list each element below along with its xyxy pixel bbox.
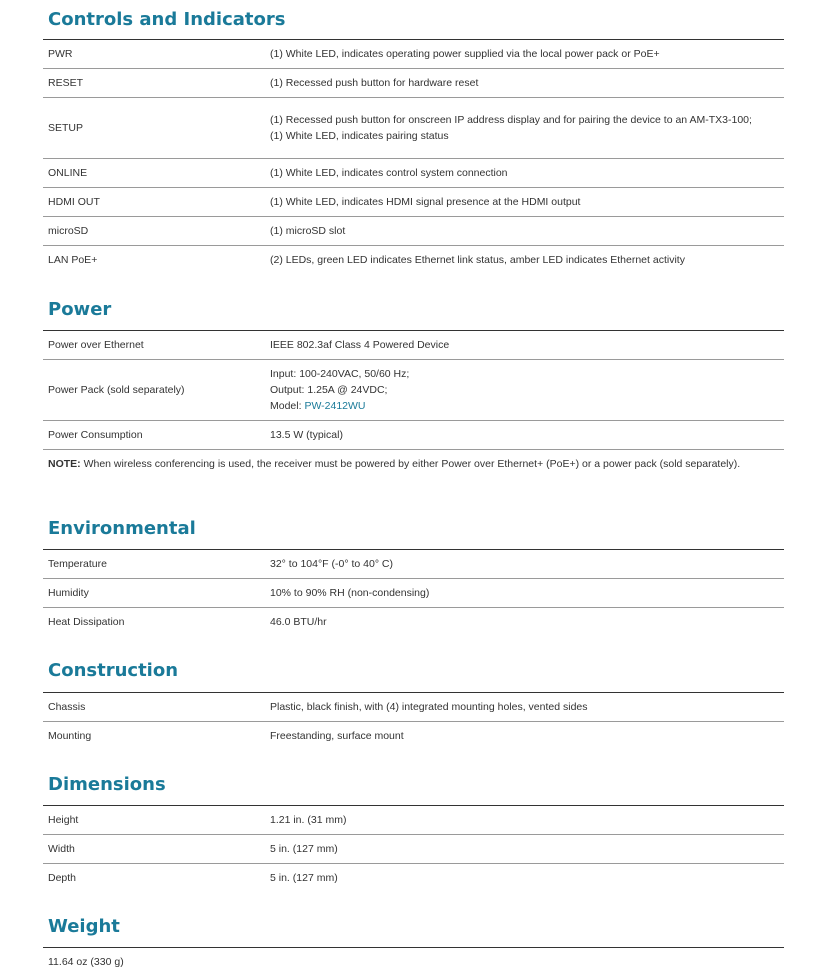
controls-table: [43, 39, 784, 275]
value-line: (1) Recessed push button for onscreen IP address display and for pairing the device to an AM-TX3-100;: [270, 114, 752, 126]
row-value: Plastic, black finish, with (4) integrated mounting holes, vented sides: [265, 693, 784, 722]
row-label: RESET: [43, 69, 265, 98]
value-line: Output: 1.25A @ 24VDC;: [270, 384, 388, 396]
table-row: [43, 98, 784, 159]
row-value: (1) microSD slot: [265, 217, 784, 246]
table-row: [43, 693, 784, 722]
row-label: SETUP: [43, 98, 265, 159]
section-weight: [43, 915, 784, 970]
section-environmental: [43, 517, 784, 637]
row-value: [265, 360, 784, 421]
table-row: [43, 835, 784, 864]
row-label: Mounting: [48, 730, 92, 743]
power-table: [43, 330, 784, 450]
weight-value: 11.64 oz (330 g): [43, 947, 784, 970]
row-label: Power over Ethernet: [43, 331, 265, 360]
table-row: [43, 246, 784, 275]
section-title-controls: Controls and Indicators: [48, 9, 286, 30]
row-value: [265, 98, 784, 159]
section-construction: [43, 659, 784, 751]
row-label: Chassis: [43, 693, 265, 722]
table-row: [43, 722, 784, 751]
model-prefix: Model:: [270, 400, 305, 412]
row-label: HDMI OUT: [43, 188, 265, 217]
table-row: [43, 188, 784, 217]
row-value: 32° to 104°F (-0° to 40° C): [265, 550, 784, 579]
section-controls: [43, 8, 784, 275]
section-title-construction: Construction: [48, 660, 179, 681]
table-row: [43, 360, 784, 421]
table-row: [43, 69, 784, 98]
table-row: [43, 550, 784, 579]
row-value: (2) LEDs, green LED indicates Ethernet link status, amber LED indicates Ethernet activity: [270, 254, 685, 267]
row-label: Depth: [48, 872, 77, 885]
row-label: LAN PoE+: [48, 254, 98, 267]
row-label: Humidity: [43, 579, 265, 608]
note-label: NOTE:: [48, 458, 81, 470]
value-line: Input: 100-240VAC, 50/60 Hz;: [270, 368, 410, 380]
row-value: 46.0 BTU/hr: [270, 616, 327, 629]
section-dimensions: [43, 773, 784, 893]
power-note: [43, 450, 784, 478]
row-label: Power Pack (sold separately): [43, 360, 265, 421]
row-value: (1) White LED, indicates control system connection: [265, 159, 784, 188]
section-title-environmental: Environmental: [48, 518, 196, 539]
row-value: Freestanding, surface mount: [270, 730, 404, 743]
row-label: PWR: [43, 40, 265, 69]
row-label: Power Consumption: [43, 421, 265, 450]
note-text: When wireless conferencing is used, the receiver must be powered by either Power over Ethernet+ (PoE+) or a power pack (sold separately).: [80, 458, 741, 470]
row-value: (1) White LED, indicates HDMI signal presence at the HDMI output: [265, 188, 784, 217]
section-title-weight: Weight: [48, 916, 120, 937]
construction-table: [43, 692, 784, 751]
row-value: (1) Recessed push button for hardware reset: [265, 69, 784, 98]
section-title-dimensions: Dimensions: [48, 774, 166, 795]
value-line: [270, 398, 779, 414]
row-value: IEEE 802.3af Class 4 Powered Device: [265, 331, 784, 360]
row-label: ONLINE: [43, 159, 265, 188]
table-row: [43, 608, 784, 637]
table-row: [43, 159, 784, 188]
row-label: Width: [43, 835, 265, 864]
table-row: [43, 421, 784, 450]
row-value: 1.21 in. (31 mm): [265, 806, 784, 835]
model-link[interactable]: PW-2412WU: [304, 400, 366, 412]
table-row: [43, 40, 784, 69]
dimensions-table: [43, 805, 784, 893]
value-line: (1) White LED, indicates pairing status: [270, 130, 449, 142]
row-label: microSD: [43, 217, 265, 246]
row-value: 5 in. (127 mm): [265, 835, 784, 864]
row-value: (1) White LED, indicates operating power supplied via the local power pack or PoE+: [265, 40, 784, 69]
section-power: [43, 298, 784, 478]
table-row: [43, 579, 784, 608]
row-label: Height: [43, 806, 265, 835]
table-row: [43, 864, 784, 893]
row-value: 10% to 90% RH (non-condensing): [265, 579, 784, 608]
row-label: Heat Dissipation: [48, 616, 125, 629]
table-row: [43, 806, 784, 835]
row-label: Temperature: [43, 550, 265, 579]
row-value: 5 in. (127 mm): [270, 872, 338, 885]
environmental-table: [43, 549, 784, 637]
section-title-power: Power: [48, 299, 112, 320]
table-row: [43, 331, 784, 360]
table-row: [43, 217, 784, 246]
row-value: 13.5 W (typical): [265, 421, 784, 450]
